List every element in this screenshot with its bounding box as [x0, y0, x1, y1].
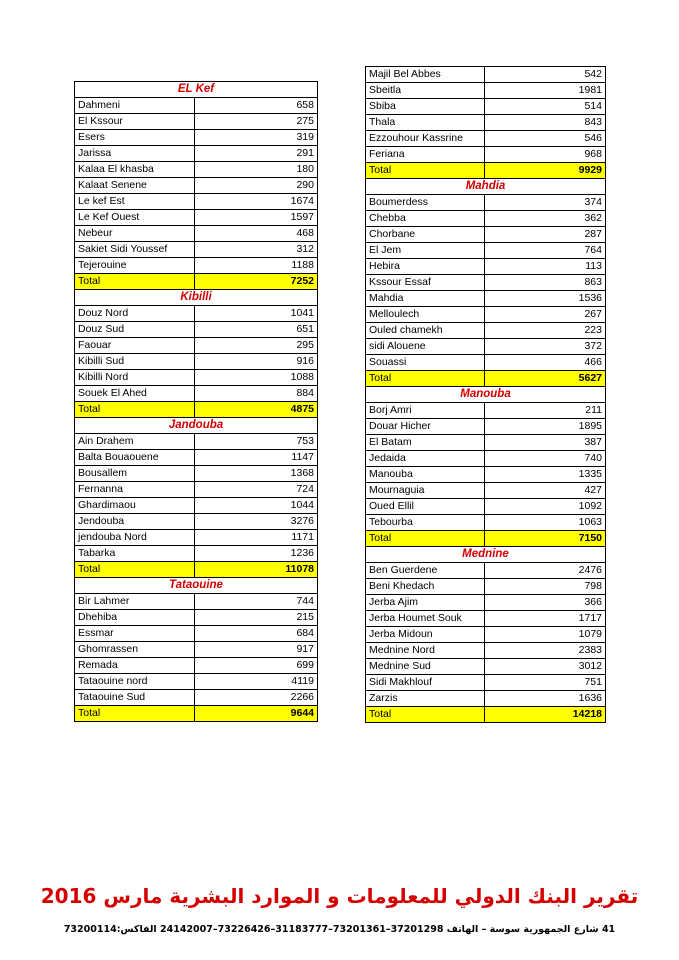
locality-name: El Kssour	[75, 114, 195, 130]
locality-name: Manouba	[366, 467, 485, 483]
total-row	[366, 531, 606, 547]
locality-name: Sbiba	[366, 99, 485, 115]
locality-count: 798	[485, 579, 606, 595]
locality-count: 917	[195, 642, 318, 658]
table-row	[366, 291, 606, 307]
region-header: EL Kef	[75, 82, 318, 98]
total-value: 5627	[485, 371, 606, 387]
locality-name: Dahmeni	[75, 98, 195, 114]
locality-count: 374	[485, 195, 606, 211]
locality-count: 651	[195, 322, 318, 338]
table-row	[75, 482, 318, 498]
total-row	[75, 402, 318, 418]
locality-name: Jerba Midoun	[366, 627, 485, 643]
locality-name: Ghardimaou	[75, 498, 195, 514]
table-row	[366, 515, 606, 531]
total-row	[75, 706, 318, 722]
locality-name: Fernanna	[75, 482, 195, 498]
region-header-row	[75, 578, 318, 594]
table-row	[366, 243, 606, 259]
locality-count: 275	[195, 114, 318, 130]
locality-count: 468	[195, 226, 318, 242]
locality-count: 740	[485, 451, 606, 467]
total-value: 7252	[195, 274, 318, 290]
locality-count: 1092	[485, 499, 606, 515]
locality-count: 366	[485, 595, 606, 611]
locality-name: Boumerdess	[366, 195, 485, 211]
table-row	[75, 162, 318, 178]
locality-name: El Jem	[366, 243, 485, 259]
table-row	[75, 386, 318, 402]
table-row	[366, 275, 606, 291]
locality-name: Ain Drahem	[75, 434, 195, 450]
right-region-table	[365, 66, 606, 723]
locality-count: 312	[195, 242, 318, 258]
locality-name: Majil Bel Abbes	[366, 67, 485, 83]
locality-count: 684	[195, 626, 318, 642]
table-row	[75, 434, 318, 450]
table-row	[75, 354, 318, 370]
locality-count: 514	[485, 99, 606, 115]
locality-name: Tataouine nord	[75, 674, 195, 690]
locality-count: 744	[195, 594, 318, 610]
table-row	[366, 99, 606, 115]
table-row	[75, 194, 318, 210]
table-row	[75, 322, 318, 338]
table-row	[75, 674, 318, 690]
table-row	[75, 626, 318, 642]
total-value: 4875	[195, 402, 318, 418]
locality-name: Melloulech	[366, 307, 485, 323]
locality-name: Le kef Est	[75, 194, 195, 210]
total-value: 9644	[195, 706, 318, 722]
locality-name: Bousallem	[75, 466, 195, 482]
locality-name: Douz Nord	[75, 306, 195, 322]
table-row	[366, 483, 606, 499]
left-region-table	[74, 81, 318, 722]
locality-name: Ouled chamekh	[366, 323, 485, 339]
table-row	[366, 675, 606, 691]
table-row	[366, 579, 606, 595]
locality-count: 362	[485, 211, 606, 227]
locality-count: 319	[195, 130, 318, 146]
table-row	[366, 323, 606, 339]
region-header-row	[366, 547, 606, 563]
region-header: Mahdia	[366, 179, 606, 195]
table-row	[75, 98, 318, 114]
total-label: Total	[75, 562, 195, 578]
region-header: Manouba	[366, 387, 606, 403]
locality-name: Mournaguia	[366, 483, 485, 499]
table-row	[75, 530, 318, 546]
table-row	[75, 146, 318, 162]
table-row	[75, 338, 318, 354]
table-row	[75, 514, 318, 530]
locality-count: 290	[195, 178, 318, 194]
locality-name: Jerba Houmet Souk	[366, 611, 485, 627]
table-row	[366, 643, 606, 659]
locality-name: Remada	[75, 658, 195, 674]
locality-count: 751	[485, 675, 606, 691]
locality-name: sidi Alouene	[366, 339, 485, 355]
table-row	[366, 227, 606, 243]
locality-count: 3276	[195, 514, 318, 530]
locality-name: Essmar	[75, 626, 195, 642]
table-row	[75, 642, 318, 658]
locality-name: El Batam	[366, 435, 485, 451]
locality-name: Jerba Ajim	[366, 595, 485, 611]
locality-name: Chebba	[366, 211, 485, 227]
table-row	[366, 355, 606, 371]
locality-name: Kibilli Sud	[75, 354, 195, 370]
locality-name: Hebira	[366, 259, 485, 275]
locality-count: 1597	[195, 210, 318, 226]
locality-count: 753	[195, 434, 318, 450]
table-row	[75, 114, 318, 130]
region-header-row	[75, 82, 318, 98]
locality-count: 215	[195, 610, 318, 626]
locality-name: Oued Ellil	[366, 499, 485, 515]
locality-count: 1088	[195, 370, 318, 386]
locality-name: Mednine Nord	[366, 643, 485, 659]
locality-name: Tataouine Sud	[75, 690, 195, 706]
locality-name: Balta Bouaouene	[75, 450, 195, 466]
locality-count: 968	[485, 147, 606, 163]
locality-name: Borj Amri	[366, 403, 485, 419]
report-title: تقرير البنك الدولي للمعلومات و الموارد البشرية مارس 2016	[40, 884, 639, 908]
locality-count: 295	[195, 338, 318, 354]
locality-name: Bir Lahmer	[75, 594, 195, 610]
table-row	[75, 178, 318, 194]
locality-name: Feriana	[366, 147, 485, 163]
locality-name: Nebeur	[75, 226, 195, 242]
locality-name: Jendouba	[75, 514, 195, 530]
locality-count: 1335	[485, 467, 606, 483]
locality-count: 427	[485, 483, 606, 499]
total-label: Total	[366, 371, 485, 387]
table-row	[366, 131, 606, 147]
locality-count: 2266	[195, 690, 318, 706]
table-row	[75, 690, 318, 706]
locality-count: 180	[195, 162, 318, 178]
table-row	[75, 242, 318, 258]
locality-name: Chorbane	[366, 227, 485, 243]
right-table-body	[366, 67, 606, 723]
table-row	[75, 130, 318, 146]
locality-name: Douar Hicher	[366, 419, 485, 435]
total-label: Total	[366, 531, 485, 547]
table-row	[75, 450, 318, 466]
locality-count: 291	[195, 146, 318, 162]
locality-count: 1717	[485, 611, 606, 627]
table-row	[366, 467, 606, 483]
locality-count: 372	[485, 339, 606, 355]
table-row	[75, 370, 318, 386]
locality-count: 1188	[195, 258, 318, 274]
locality-count: 1895	[485, 419, 606, 435]
table-row	[75, 226, 318, 242]
table-row	[366, 627, 606, 643]
locality-name: Ghomrassen	[75, 642, 195, 658]
locality-name: Tejerouine	[75, 258, 195, 274]
locality-name: Douz Sud	[75, 322, 195, 338]
table-row	[366, 451, 606, 467]
table-row	[366, 307, 606, 323]
locality-name: Souek El Ahed	[75, 386, 195, 402]
locality-name: Faouar	[75, 338, 195, 354]
table-row	[75, 306, 318, 322]
locality-count: 1368	[195, 466, 318, 482]
locality-name: Mahdia	[366, 291, 485, 307]
locality-count: 4119	[195, 674, 318, 690]
locality-name: Sakiet Sidi Youssef	[75, 242, 195, 258]
locality-name: Le Kef Ouest	[75, 210, 195, 226]
total-row	[366, 163, 606, 179]
locality-name: Sbeitla	[366, 83, 485, 99]
table-row	[75, 546, 318, 562]
total-label: Total	[75, 402, 195, 418]
locality-count: 863	[485, 275, 606, 291]
table-row	[75, 258, 318, 274]
total-row	[75, 274, 318, 290]
locality-count: 267	[485, 307, 606, 323]
locality-name: Esers	[75, 130, 195, 146]
region-header: Tataouine	[75, 578, 318, 594]
contact-line: 41 شارع الجمهورية سوسة – الهاتف 37201298–73201361–31183777–73226426–24142007 الفاكس:73200114	[63, 924, 616, 935]
total-value: 7150	[485, 531, 606, 547]
table-row	[366, 403, 606, 419]
region-header: Mednine	[366, 547, 606, 563]
locality-count: 1981	[485, 83, 606, 99]
locality-name: Thala	[366, 115, 485, 131]
total-value: 11078	[195, 562, 318, 578]
region-header-row	[75, 418, 318, 434]
locality-name: Kalaa El khasba	[75, 162, 195, 178]
locality-count: 1079	[485, 627, 606, 643]
locality-count: 1636	[485, 691, 606, 707]
locality-name: Kibilli Nord	[75, 370, 195, 386]
locality-count: 724	[195, 482, 318, 498]
locality-count: 223	[485, 323, 606, 339]
locality-name: Tebourba	[366, 515, 485, 531]
locality-name: jendouba Nord	[75, 530, 195, 546]
locality-count: 1044	[195, 498, 318, 514]
locality-count: 1171	[195, 530, 318, 546]
table-row	[75, 210, 318, 226]
locality-count: 387	[485, 435, 606, 451]
region-header-row	[366, 387, 606, 403]
table-row	[366, 611, 606, 627]
region-header: Kibilli	[75, 290, 318, 306]
locality-name: Sidi Makhlouf	[366, 675, 485, 691]
table-row	[366, 147, 606, 163]
table-row	[366, 435, 606, 451]
locality-count: 1041	[195, 306, 318, 322]
table-row	[366, 499, 606, 515]
total-label: Total	[366, 163, 485, 179]
locality-count: 1236	[195, 546, 318, 562]
locality-count: 1536	[485, 291, 606, 307]
table-row	[75, 594, 318, 610]
table-row	[75, 466, 318, 482]
locality-name: Kalaat Senene	[75, 178, 195, 194]
table-row	[366, 563, 606, 579]
table-row	[366, 83, 606, 99]
locality-count: 211	[485, 403, 606, 419]
table-row	[366, 67, 606, 83]
locality-name: Mednine Sud	[366, 659, 485, 675]
locality-count: 1147	[195, 450, 318, 466]
locality-count: 466	[485, 355, 606, 371]
locality-name: Beni Khedach	[366, 579, 485, 595]
locality-count: 658	[195, 98, 318, 114]
locality-count: 916	[195, 354, 318, 370]
region-header-row	[75, 290, 318, 306]
total-value: 9929	[485, 163, 606, 179]
locality-name: Dhehiba	[75, 610, 195, 626]
locality-count: 884	[195, 386, 318, 402]
table-row	[366, 339, 606, 355]
table-row	[366, 115, 606, 131]
total-label: Total	[75, 274, 195, 290]
locality-name: Kssour Essaf	[366, 275, 485, 291]
total-row	[75, 562, 318, 578]
table-row	[366, 595, 606, 611]
locality-count: 764	[485, 243, 606, 259]
table-row	[366, 195, 606, 211]
locality-count: 2383	[485, 643, 606, 659]
table-row	[366, 419, 606, 435]
table-row	[75, 658, 318, 674]
total-value: 14218	[485, 707, 606, 723]
locality-name: Ezzouhour Kassrine	[366, 131, 485, 147]
table-row	[366, 259, 606, 275]
locality-count: 1674	[195, 194, 318, 210]
locality-count: 3012	[485, 659, 606, 675]
locality-count: 287	[485, 227, 606, 243]
locality-name: Jarissa	[75, 146, 195, 162]
locality-name: Tabarka	[75, 546, 195, 562]
locality-count: 1063	[485, 515, 606, 531]
table-row	[75, 498, 318, 514]
locality-count: 113	[485, 259, 606, 275]
total-label: Total	[366, 707, 485, 723]
total-row	[366, 707, 606, 723]
total-row	[366, 371, 606, 387]
table-row	[366, 659, 606, 675]
locality-name: Ben Guerdene	[366, 563, 485, 579]
region-header: Jandouba	[75, 418, 318, 434]
locality-name: Jedaida	[366, 451, 485, 467]
locality-name: Souassi	[366, 355, 485, 371]
locality-count: 699	[195, 658, 318, 674]
locality-name: Zarzis	[366, 691, 485, 707]
locality-count: 546	[485, 131, 606, 147]
locality-count: 2476	[485, 563, 606, 579]
table-row	[366, 211, 606, 227]
table-row	[366, 691, 606, 707]
left-table-body	[75, 82, 318, 722]
locality-count: 843	[485, 115, 606, 131]
table-row	[75, 610, 318, 626]
region-header-row	[366, 179, 606, 195]
locality-count: 542	[485, 67, 606, 83]
total-label: Total	[75, 706, 195, 722]
